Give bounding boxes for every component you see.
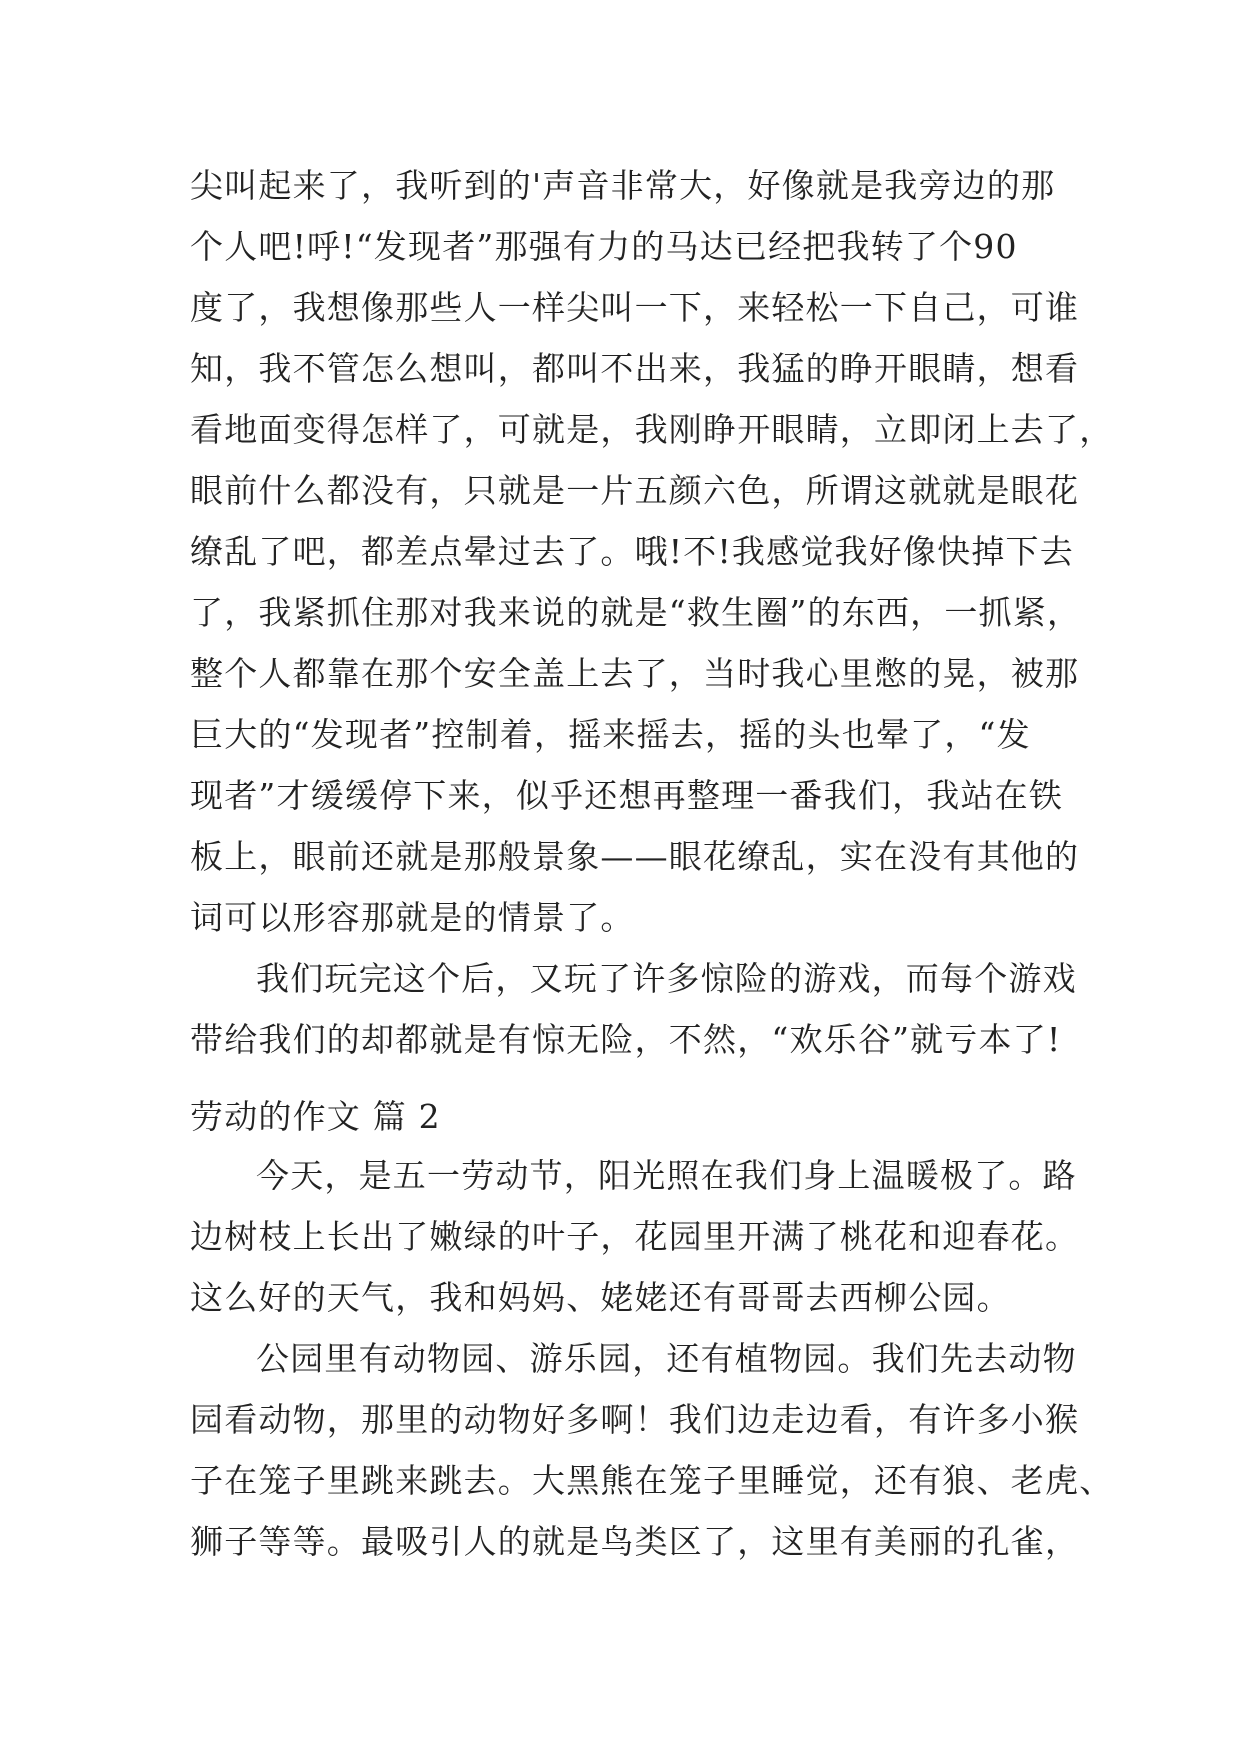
section2-body [190,1145,1114,1572]
text-line: 个人吧!呼!“发现者”那强有力的马达已经把我转了个90 [190,227,1018,266]
text-line: 词可以形容那就是的情景了。 [190,898,635,937]
text-line: 现者”才缓缓停下来，似乎还想再整理一番我们，我站在铁 [190,776,1064,815]
text-line: 带给我们的却都就是有惊无险，不然，“欢乐谷”就亏本了! [190,1020,1062,1059]
text-line: 边树枝上长出了嫩绿的叶子，花园里开满了桃花和迎春花。 [190,1217,1080,1256]
text-line: 板上，眼前还就是那般景象——眼花缭乱，实在没有其他的 [190,837,1080,876]
text-line: 今天，是五一劳动节，阳光照在我们身上温暖极了。路 [256,1156,1077,1195]
text-line: 整个人都靠在那个安全盖上去了，当时我心里憋的晃，被那 [190,654,1080,693]
text-line: 这么好的天气，我和妈妈、姥姥还有哥哥去西柳公园。 [190,1278,1011,1317]
text-line: 看地面变得怎样了，可就是，我刚睁开眼睛，立即闭上去了， [190,410,1114,449]
text-line: 公园里有动物园、游乐园，还有植物园。我们先去动物 [256,1339,1077,1378]
text-line: 巨大的“发现者”控制着，摇来摇去，摇的头也晕了，“发 [190,715,1031,754]
section-heading: 劳动的作文 篇 2 [190,1097,441,1136]
text-line: 知，我不管怎么想叫，都叫不出来，我猛的睁开眼睛，想看 [190,349,1080,388]
text-line: 缭乱了吧，都差点晕过去了。哦!不!我感觉我好像快掉下去 [190,532,1074,571]
text-line: 尖叫起来了，我听到的'声音非常大，好像就是我旁边的那 [190,166,1056,205]
text-line: 狮子等等。最吸引人的就是鸟类区了，这里有美丽的孔雀， [190,1522,1080,1561]
text-line: 子在笼子里跳来跳去。大黑熊在笼子里睡觉，还有狼、老虎、 [190,1461,1114,1500]
text-line: 度了，我想像那些人一样尖叫一下，来轻松一下自己，可谁 [190,288,1080,327]
text-line: 园看动物，那里的动物好多啊！我们边走边看，有许多小猴 [190,1400,1080,1439]
text-line: 了，我紧抓住那对我来说的就是“救生圈”的东西，一抓紧， [190,593,1082,632]
text-line: 我们玩完这个后，又玩了许多惊险的游戏，而每个游戏 [256,959,1077,998]
text-line: 眼前什么都没有，只就是一片五颜六色，所谓这就就是眼花 [190,471,1080,510]
section1-body [190,155,1114,1070]
